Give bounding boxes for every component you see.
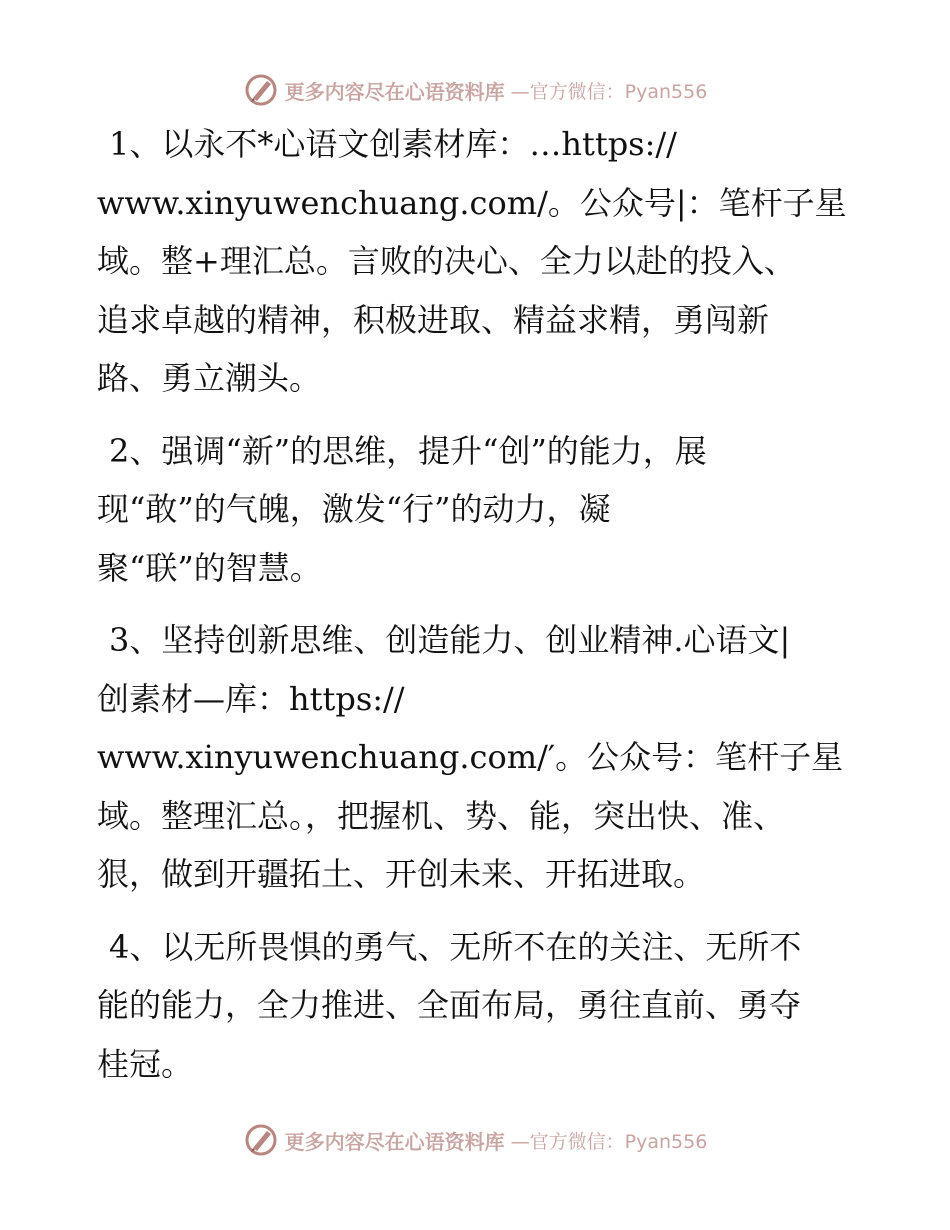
watermark-main-text: 更多内容尽在心语资料库 <box>284 1129 505 1154</box>
text-line: 能的能力，全力推进、全面布局，勇往直前、勇夺 <box>97 986 802 1024</box>
text-line: 2、强调“新”的思维，提升“创”的能力，展 <box>109 431 707 470</box>
paragraph-3 <box>97 611 857 904</box>
watermark-sub-text: —官方微信：Pyan556 <box>510 1130 708 1153</box>
text-line: 现“敢”的气魄，激发“行”的动力，凝 <box>97 490 611 528</box>
watermark-sub-text: —官方微信：Pyan556 <box>510 80 708 103</box>
watermark-main-text: 更多内容尽在心语资料库 <box>284 79 505 104</box>
paragraph-2 <box>97 422 857 598</box>
watermark-banner-bottom <box>0 1120 950 1160</box>
paragraph-4 <box>97 918 857 1094</box>
paragraph-1 <box>97 115 857 408</box>
pen-logo-icon <box>243 1122 279 1158</box>
text-line: www.xinyuwenchuang.com/。公众号|：笔杆子星 <box>97 183 847 222</box>
text-line: 3、坚持创新思维、创造能力、创业精神.心语文| <box>109 621 791 659</box>
text-line: 1、以永不*心语文创素材库：…https:// <box>109 125 677 163</box>
text-line: 创素材—库：https:// <box>97 679 405 718</box>
document-body <box>97 115 857 1107</box>
text-line: 狠，做到开疆拓土、开创未来、开拓进取。 <box>97 855 706 893</box>
text-line: 4、以无所畏惧的勇气、无所不在的关注、无所不 <box>109 927 802 966</box>
text-line: 域。整+理汇总。言败的决心、全力以赴的投入、 <box>97 242 796 280</box>
text-line: 桂冠。 <box>97 1044 194 1083</box>
text-line: 聚“联”的智慧。 <box>97 548 322 587</box>
text-line: www.xinyuwenchuang.com/′。公众号：笔杆子星 <box>97 738 844 776</box>
text-line: 路、勇立潮头。 <box>97 359 322 397</box>
text-line: 追求卓越的精神，积极进取、精益求精，勇闯新 <box>97 300 770 339</box>
text-line: 域。整理汇总。，把握机、势、能，突出快、准、 <box>97 796 786 835</box>
watermark-banner-top <box>0 70 950 110</box>
pen-logo-icon <box>243 72 279 108</box>
